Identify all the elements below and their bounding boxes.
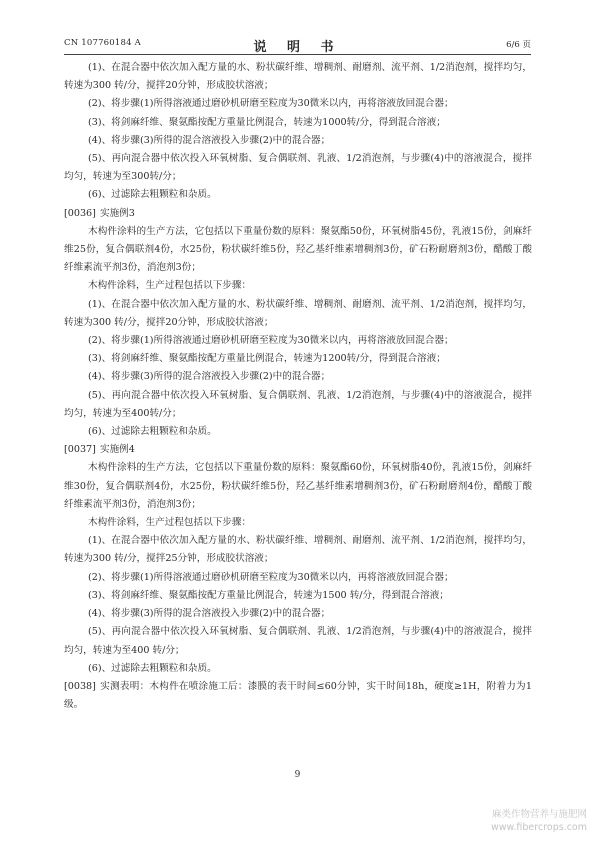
- example-title: 实施例3: [100, 207, 135, 219]
- step-paragraph: (5)、再向混合器中依次投入环氧树脂、复合偶联剂、乳液、1/2消泡剂，与步骤(4)中的溶液混合，搅拌均匀，转速为至300转/分；: [64, 153, 532, 183]
- step-paragraph: (4)、将步骤(3)所得的混合溶液投入步骤(2)中的混合器；: [88, 608, 331, 620]
- page-indicator: 6/6 页: [506, 40, 531, 50]
- step-paragraph: (1)、在混合器中依次加入配方量的水、粉状碳纤维、增稠剂、耐磨剂、流平剂、1/2消泡剂，搅拌均匀，转速为300 转/分，搅拌25分钟，形成胶状溶液；: [64, 535, 532, 565]
- document-title: 说 明 书: [253, 40, 342, 55]
- process-intro: 木构件涂料，生产过程包括以下步骤：: [88, 280, 252, 292]
- header-rule: [64, 54, 531, 55]
- step-paragraph: (6)、过滤除去粗颗粒和杂质。: [88, 426, 217, 438]
- step-paragraph: (2)、将步骤(1)所得溶液通过磨砂机研磨至粒度为30微米以内，再将溶液放回混合器；: [88, 571, 454, 583]
- step-paragraph: (3)、将剑麻纤维、聚氨酯按配方重量比例混合，转速为1000转/分，得到混合溶液；: [88, 116, 446, 128]
- step-paragraph: (2)、将步骤(1)所得溶液通过磨砂机研磨至粒度为30微米以内，再将溶液放回混合器；: [88, 98, 454, 110]
- example-title: 实施例4: [100, 444, 135, 456]
- page-header: [64, 36, 531, 55]
- step-paragraph: (4)、将步骤(3)所得的混合溶液投入步骤(2)中的混合器；: [88, 134, 331, 146]
- step-paragraph: (6)、过滤除去粗颗粒和杂质。: [88, 662, 217, 674]
- paragraph-number: [0036]: [64, 207, 96, 219]
- site-watermark: [491, 808, 587, 834]
- step-paragraph: (1)、在混合器中依次加入配方量的水、粉状碳纤维、增稠剂、耐磨剂、流平剂、1/2消泡剂，搅拌均匀，转速为300 转/分，搅拌20分钟，形成胶状溶液；: [64, 62, 532, 92]
- section-heading-0037: [64, 441, 532, 459]
- test-result-text: 实测表明：木构件在喷涂施工后：漆膜的表干时间≤60分钟，实干时间18h，硬度≥1H，附着力为1级。: [64, 680, 532, 711]
- paragraph-number: [0038]: [64, 680, 96, 692]
- step-paragraph: (2)、将步骤(1)所得溶液通过磨砂机研磨至粒度为30微米以内，再将溶液放回混合器；: [88, 335, 454, 347]
- patent-number: CN 107760184 A: [64, 38, 141, 48]
- document-body: [64, 59, 532, 714]
- ingredients-paragraph: 木构件涂料的生产方法，它包括以下重量份数的原料：聚氨酯50份，环氧树脂45份，乳液15份，剑麻纤维25份，复合偶联剂4份，水25份，粉状碳纤维5份，羟乙基纤维素增稠剂3份，矿石粉耐磨剂3份，醋酸丁酸纤维素流平剂3份，消泡剂3份；: [64, 225, 532, 274]
- watermark-url: www.fibercrops.com: [490, 822, 587, 833]
- test-result-paragraph: [64, 678, 532, 714]
- step-paragraph: (3)、将剑麻纤维、聚氨酯按配方重量比例混合，转速为1200转/分，得到混合溶液；: [88, 353, 446, 365]
- step-paragraph: (1)、在混合器中依次加入配方量的水、粉状碳纤维、增稠剂、耐磨剂、流平剂、1/2消泡剂，搅拌均匀，转速为300 转/分，搅拌20分钟，形成胶状溶液；: [64, 298, 532, 328]
- step-paragraph: (5)、再向混合器中依次投入环氧树脂、复合偶联剂、乳液、1/2消泡剂，与步骤(4)中的溶液混合，搅拌均匀，转速为至400 转/分；: [64, 626, 532, 656]
- ingredients-paragraph: 木构件涂料的生产方法，它包括以下重量份数的原料：聚氨酯60份，环氧树脂40份，乳液15份，剑麻纤维30份，复合偶联剂4份，水25份，粉状碳纤维5份，羟乙基纤维素增稠剂3份，矿石粉耐磨剂4份，醋酸丁酸纤维素流平剂3份，消泡剂3份；: [64, 462, 532, 510]
- watermark-title: 麻类作物营养与施肥网: [491, 809, 587, 820]
- step-paragraph: (5)、再向混合器中依次投入环氧树脂、复合偶联剂、乳液、1/2消泡剂，与步骤(4)中的溶液混合，搅拌均匀，转速为至400转/分；: [64, 389, 532, 419]
- step-paragraph: (3)、将剑麻纤维、聚氨酯按配方重量比例混合，转速为1500 转/分，得到混合溶液；: [88, 589, 449, 601]
- paragraph-number: [0037]: [64, 444, 96, 456]
- process-intro: 木构件涂料，生产过程包括以下步骤：: [88, 517, 252, 529]
- page-number: 9: [294, 770, 301, 780]
- section-heading-0036: [64, 205, 532, 223]
- step-paragraph: (4)、将步骤(3)所得的混合溶液投入步骤(2)中的混合器；: [88, 371, 331, 383]
- step-paragraph: (6)、过滤除去粗颗粒和杂质。: [88, 189, 217, 201]
